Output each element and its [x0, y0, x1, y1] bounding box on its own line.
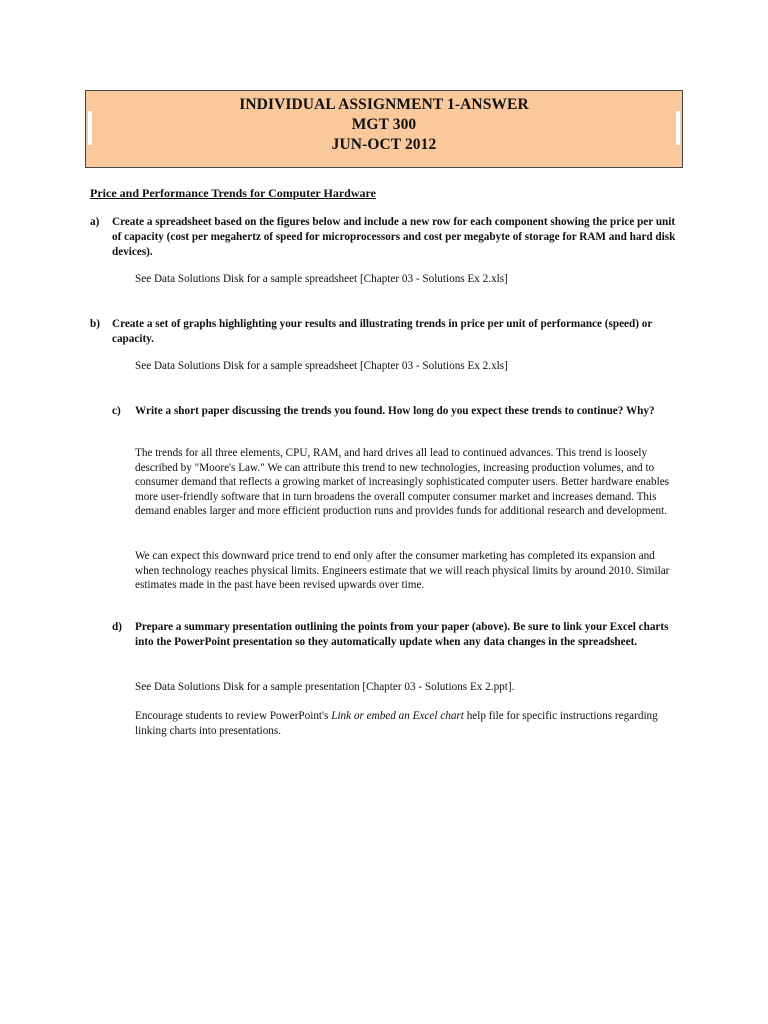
answer-d-paragraph-2	[135, 709, 680, 738]
question-c-label: c)	[112, 405, 121, 417]
title-box-left-mark	[88, 111, 92, 145]
question-a-text: Create a spreadsheet based on the figures below and include a new row for each component showing the price per unit of capacity (cost per megahertz of speed for microprocessors and cost per megabyte of storage for RAM and hard disk devices).	[112, 216, 676, 258]
question-d-text: Prepare a summary presentation outlining the points from your paper (above). Be sure to link your Excel charts into the PowerPoint presentation so they automatically update when any data changes in the spreadsheet.	[135, 621, 669, 648]
section-heading: Price and Performance Trends for Computer Hardware	[90, 186, 376, 200]
question-a-label: a)	[90, 216, 100, 228]
title-box-right-mark	[676, 111, 680, 145]
answer-c-paragraph-2: We can expect this downward price trend to end only after the consumer marketing has completed its expansion and when technology reaches physical limits. Engineers estimate that we will reach physical limits by around 2010. Similar estimates made in the past have been revised upwards over time.	[135, 550, 670, 592]
answer-a: See Data Solutions Disk for a sample spreadsheet [Chapter 03 - Solutions Ex 2.xls]	[135, 273, 508, 285]
title-line-2: MGT 300	[351, 116, 417, 133]
question-b-text: Create a set of graphs highlighting your results and illustrating trends in price per unit of performance (speed) or capacity.	[112, 318, 653, 345]
title-line-1: INDIVIDUAL ASSIGNMENT 1-ANSWER	[239, 96, 529, 113]
question-b-label: b)	[90, 318, 100, 330]
question-d-label: d)	[112, 621, 122, 633]
answer-d-text-end: help file for specific instructions regarding linking charts into presentations.	[135, 710, 658, 737]
question-c	[112, 404, 680, 419]
answer-c-paragraph-1: The trends for all three elements, CPU, RAM, and hard drives all lead to continued advances. This trend is loosely described by "Moore's Law." We can attribute this trend to new technologies, increasing production volumes, and to consumer demand that reflects a growing market of increasingly sophisticated computer users. Better hardware enables more user-friendly software that in turn broadens the overall computer consumer market and increases demand. This demand enables larger and more efficient production runs and provides funds for additional research and development.	[135, 447, 670, 518]
question-a	[90, 215, 680, 260]
answer-d-paragraph-1: See Data Solutions Disk for a sample presentation [Chapter 03 - Solutions Ex 2.ppt].	[135, 681, 515, 693]
answer-d-text-start: Encourage students to review PowerPoint's	[135, 710, 332, 722]
answer-b: See Data Solutions Disk for a sample spreadsheet [Chapter 03 - Solutions Ex 2.xls]	[135, 360, 508, 372]
answer-d-help-topic: Link or embed an Excel chart	[331, 710, 464, 722]
question-c-text: Write a short paper discussing the trends you found. How long do you expect these trends to continue? Why?	[135, 405, 655, 417]
title-box	[85, 90, 683, 168]
title-line-3: JUN-OCT 2012	[331, 136, 437, 153]
question-d	[112, 620, 680, 650]
question-b	[90, 317, 680, 347]
